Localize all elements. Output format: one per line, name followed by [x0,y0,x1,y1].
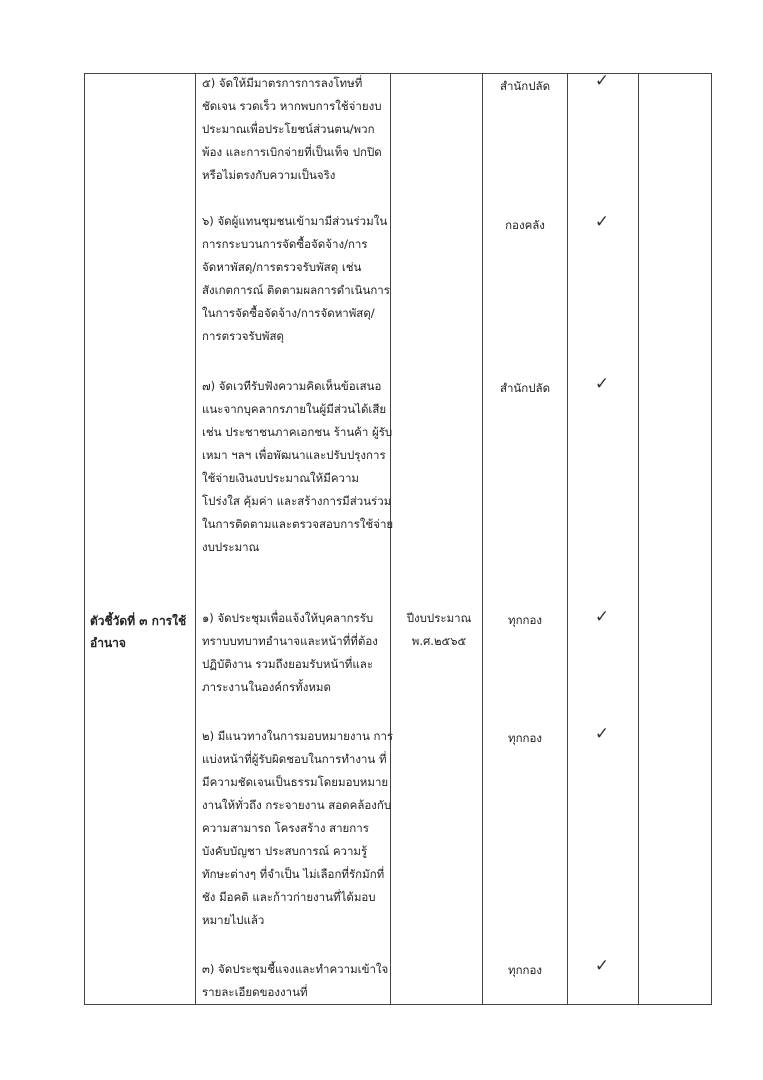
indicator-label: ตัวชี้วัดที่ ๓ การใช้อำนาจ [90,614,187,650]
table-border-right [711,73,712,1005]
action-item: ๖) จัดผู้แทนชุมชนเข้ามามีส่วนร่วมในการกระบวนการจัดซื้อจัดจ้าง/การจัดหาพัสดุ/การตรวจรับพัสดุ เช่น สังเกตการณ์ ติดตามผลการดำเนินการในการจัดซื้อจัดจ้าง/การจัดหาพัสดุ/การตรวจรับพัสดุ [202,214,390,343]
action-item: ๕) จัดให้มีมาตรการการลงโทษที่ชัดเจน รวดเร็ว หากพบการใช้จ่ายงบประมาณเพื่อประโยชน์ส่วนตน/พวกพ้อง และการเบิกจ่ายที่เป็นเท็จ ปกปิด หรือไม่ตรงกับความเป็นจริง [202,76,382,182]
responsible-unit: ทุกกอง [507,613,543,627]
budget-period: ปีงบประมาณ พ.ศ.๒๕๖๕ [406,611,472,648]
checkmark-icon: ✓ [594,607,610,627]
table-border-left [84,73,85,1005]
table-bottom-border [84,1004,711,1005]
responsible-unit: สำนักปลัด [499,79,551,93]
checkmark-icon: ✓ [594,374,610,394]
action-item: ๓) จัดประชุมชี้แจงและทำความเข้าใจรายละเอียดของงานที่ [202,962,389,999]
action-item: ๒) มีแนวทางในการมอบหมายงาน การแบ่งหน้าที่ผู้รับผิดชอบในการทำงาน ที่มีความชัดเจนเป็นธรรมโดยมอบหมายงานให้ทั่วถึง กระจายงาน สอดคล้องกับความสามารถ โครงสร้าง สายการบังคับบัญชา ประสบการณ์ ความรู้ ทักษะต่างๆ ที่จำเป็น ไม่เลือกที่รักมักที่ชัง มีอคติ และก้าวก่ายงานที่ได้มอบหมายไปแล้ว [202,729,394,927]
responsible-unit: ทุกกอง [507,963,543,977]
checkmark-icon: ✓ [594,71,610,91]
responsible-unit: สำนักปลัด [499,381,551,395]
action-item: ๗) จัดเวทีรับฟังความคิดเห็นข้อเสนอแนะจากบุคลากรภายในผู้มีส่วนได้เสีย เช่น ประชาชนภาคเอกชน ร้านค้า ผู้รับเหมา ฯลฯ เพื่อพัฒนาและปรับปรุงการใช้จ่ายเงินงบประมาณให้มีความโปร่งใส คุ้มค่า และสร้างการมีส่วนร่วมในการติดตามและตรวจสอบการใช้จ่ายงบประมาณ [202,379,394,554]
checkmark-icon: ✓ [594,956,610,976]
column-divider [195,73,196,1005]
column-divider [638,73,639,1005]
column-divider [482,73,483,1005]
responsible-unit: กองคลัง [505,218,545,232]
checkmark-icon: ✓ [594,212,610,232]
responsible-unit: ทุกกอง [507,731,543,745]
checkmark-icon: ✓ [594,724,610,744]
action-item: ๑) จัดประชุมเพื่อแจ้งให้บุคลากรรับทราบบทบาทอำนาจและหน้าที่ที่ต้องปฏิบัติงาน รวมถึงยอมรับหน้าที่และภาระงานในองค์กรทั้งหมด [202,611,378,694]
